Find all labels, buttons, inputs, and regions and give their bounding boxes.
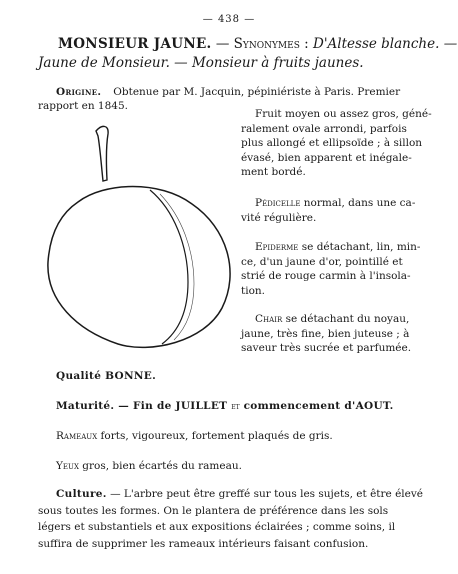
chair-description [241, 312, 441, 356]
maturite-text-a: — Fin de JUILLET [114, 400, 232, 412]
origine-text: Obtenue par M. Jacquin, pépiniériste à Paris. Premier [113, 86, 401, 98]
culture-line4: suffira de supprimer les rameaux intérieurs faisant confusion. [38, 537, 369, 550]
chair-text: se détachant du noyau, [282, 313, 410, 325]
culture-line3: légers et substantiels et aux expositions éclairées ; comme soins, il [38, 521, 396, 533]
epiderme-label: Epiderme [255, 241, 299, 253]
pedicelle-line2: vité régulière. [241, 211, 317, 224]
yeux-text: gros, bien écartés du rameau. [78, 460, 242, 472]
maturite-text-b: commencement d'AOUT. [239, 400, 394, 412]
fruit-line4: évasé, bien apparent et inégale- [241, 151, 412, 164]
rameaux-text: forts, vigoureux, fortement plaqués de gris. [97, 430, 333, 442]
qualite-line [56, 370, 156, 382]
fruit-line5: ment bordé. [241, 166, 306, 178]
epiderme-line1 [241, 240, 441, 255]
yeux-line [56, 460, 242, 472]
culture-text: — L'arbre peut être greffé sur tous les sujets, et être élevé [106, 488, 424, 500]
pedicelle-description [241, 196, 441, 225]
synonym-altesse: D'Altesse blanche. — [313, 36, 458, 52]
pedicelle-text: normal, dans une ca- [300, 197, 416, 209]
variety-title-line1 [58, 36, 457, 52]
maturite-label: Maturité. [56, 400, 115, 412]
synonyms-line2: Jaune de Monsieur. — Monsieur à fruits jaunes. [38, 55, 364, 71]
epiderme-line4: tion. [241, 284, 265, 297]
page-number: — 438 — [202, 14, 256, 25]
chair-line3: saveur très sucrée et parfumée. [241, 342, 412, 354]
qualite-label: Qualité [56, 370, 102, 382]
chair-line2: jaune, très fine, bien juteuse ; à [241, 327, 410, 340]
title-dash: — [211, 36, 234, 52]
culture-paragraph [38, 486, 424, 552]
plum-illustration [42, 122, 242, 354]
synonyms-label: Synonymes [233, 36, 300, 52]
qualite-value: BONNE. [101, 370, 157, 382]
origine-line1 [56, 86, 400, 98]
origine-line2: rapport en 1845. [38, 100, 128, 112]
fruit-line3: plus allongé et ellipsoïde ; à sillon [241, 137, 423, 149]
fruit-line2: ralement ovale arrondi, parfois [241, 122, 407, 135]
chair-label: Chair [255, 313, 283, 325]
fruit-line1: Fruit moyen ou assez gros, géné- [255, 108, 432, 120]
epiderme-description [241, 240, 441, 298]
plum-outline [48, 187, 230, 348]
epiderme-line2: ce, d'un jaune d'or, pointillé et [241, 255, 403, 268]
yeux-label: Yeux [56, 460, 79, 472]
epiderme-text: se détachant, lin, min- [298, 241, 421, 253]
culture-line1 [38, 486, 424, 503]
culture-line2: sous toutes les formes. On le plantera de préférence dans les sols [38, 504, 389, 517]
origine-label: Origine. [56, 86, 102, 98]
epiderme-line3: strié de rouge carmin à l'insola- [241, 270, 411, 282]
variety-name: MONSIEUR JAUNE. [58, 36, 212, 52]
synonyms-colon: : [299, 36, 314, 52]
maturite-et: et [231, 402, 240, 412]
chair-line1 [241, 312, 441, 327]
culture-label: Culture. [56, 488, 107, 500]
rameaux-line [56, 430, 333, 442]
fruit-description [241, 107, 441, 180]
pedicelle-line1 [241, 196, 441, 211]
pedicelle-label: Pédicelle [255, 197, 301, 209]
maturite-line [56, 400, 394, 412]
plum-stalk [96, 126, 108, 181]
rameaux-label: Rameaux [56, 430, 98, 442]
